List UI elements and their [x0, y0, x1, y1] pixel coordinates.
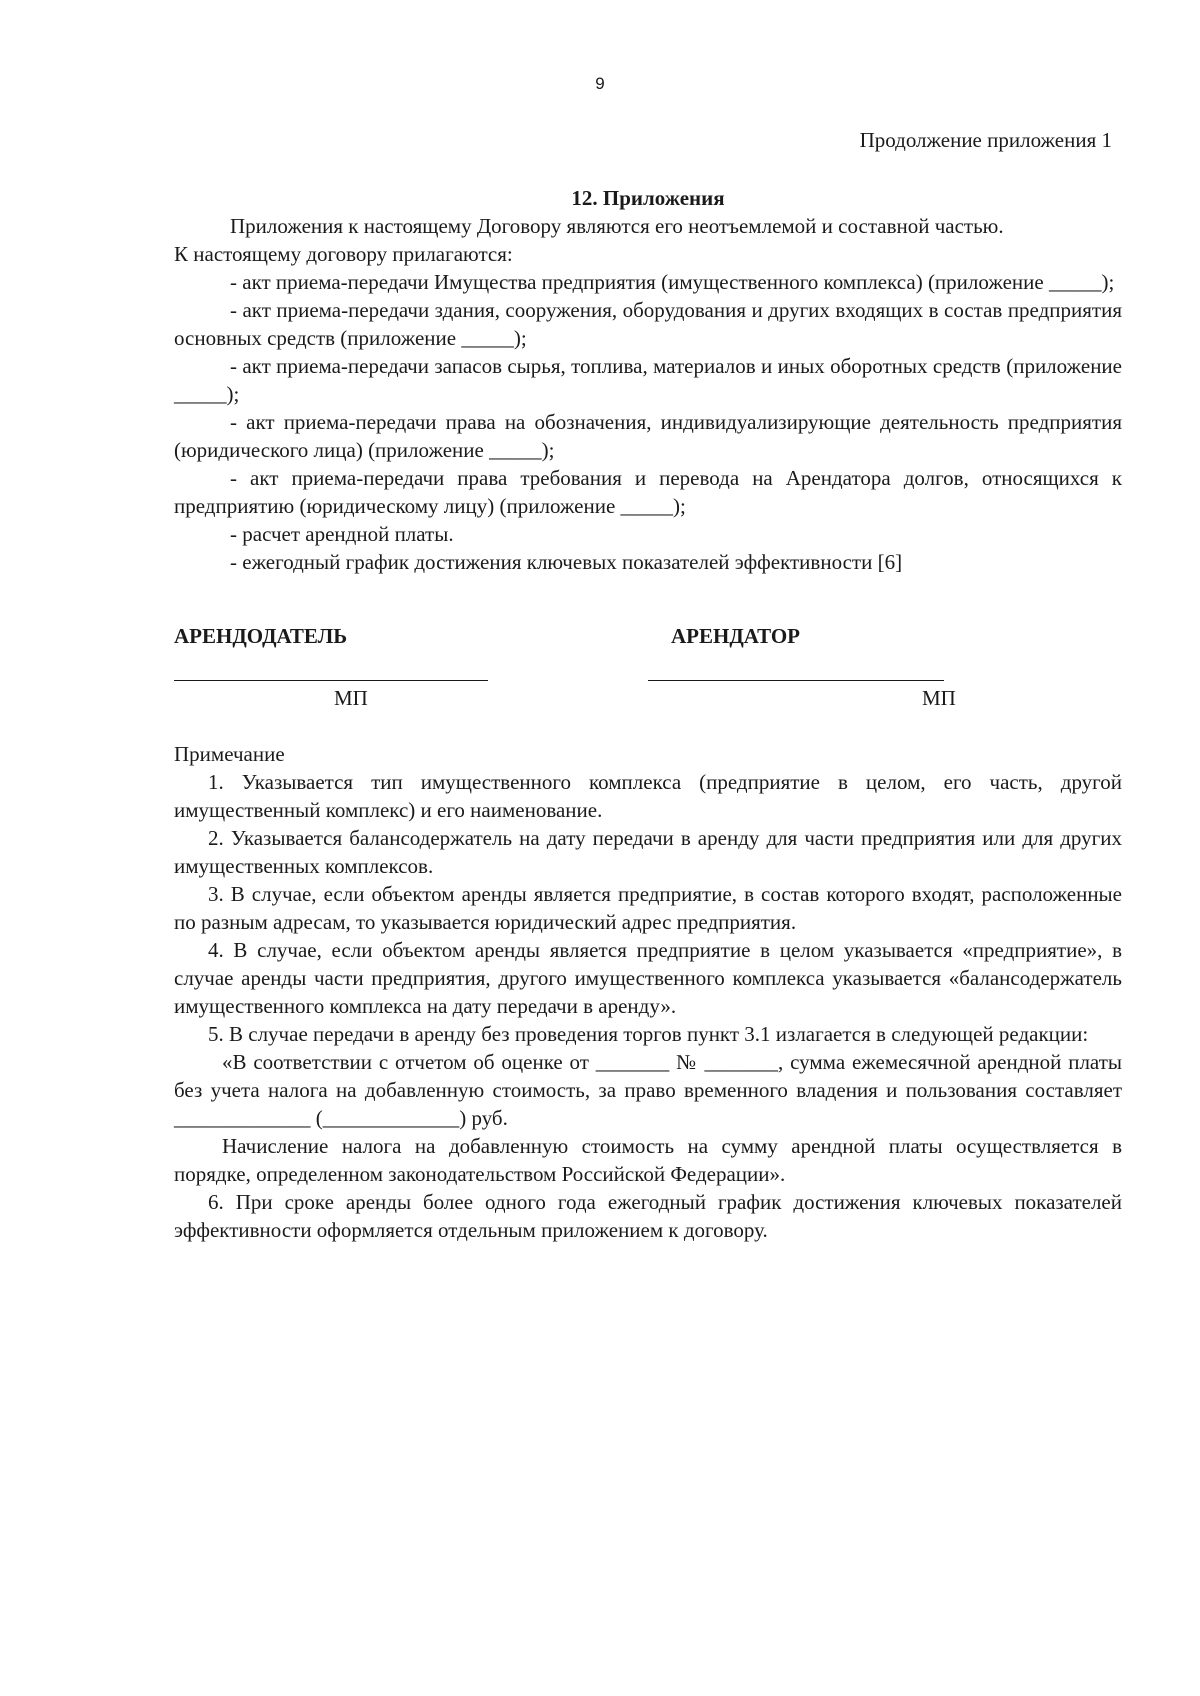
appendices-section: [174, 184, 1122, 576]
lessee-signature-line: [648, 680, 944, 681]
note-item: 6. При сроке аренды более одного года ежегодный график достижения ключевых показателей эффективности оформляется отдельным приложением к договору.: [174, 1190, 1122, 1242]
notes-section: [174, 740, 1122, 1244]
note-item: 3. В случае, если объектом аренды является предприятие, в состав которого входят, расположенные по разным адресам, то указывается юридический адрес предприятия.: [174, 882, 1122, 934]
appendix-item: - акт приема-передачи права на обозначения, индивидуализирующие деятельность предприятия (юридического лица) (приложение _____);: [174, 410, 1122, 462]
signature-block: [174, 624, 1122, 714]
section-title: 12. Приложения: [571, 186, 725, 210]
appendix-item: - акт приема-передачи здания, сооружения, оборудования и других входящих в состав предприятия основных средств (приложение _____);: [174, 298, 1122, 350]
notes-heading: Примечание: [174, 742, 285, 766]
appendix-item: - акт приема-передачи запасов сырья, топлива, материалов и иных оборотных средств (приложение _____);: [174, 354, 1122, 406]
page-number: 9: [595, 74, 605, 93]
lessor-signature-line: [174, 680, 488, 681]
section-intro: Приложения к настоящему Договору являются его неотъемлемой и составной частью.: [230, 214, 1004, 238]
section-intro-2: К настоящему договору прилагаются:: [174, 242, 513, 266]
note-item: 2. Указывается балансодержатель на дату передачи в аренду для части предприятия или для других имущественных комплексов.: [174, 826, 1122, 878]
note-item: 5. В случае передачи в аренду без проведения торгов пункт 3.1 излагается в следующей редакции:: [208, 1022, 1089, 1046]
note-item: 1. Указывается тип имущественного комплекса (предприятие в целом, его часть, другой имущественный комплекс) и его наименование.: [174, 770, 1122, 822]
appendix-item: - ежегодный график достижения ключевых показателей эффективности [6]: [230, 550, 903, 574]
lessor-title: АРЕНДОДАТЕЛЬ: [174, 624, 348, 648]
appendix-item: - расчет арендной платы.: [230, 522, 454, 546]
lessee-title: АРЕНДАТОР: [671, 624, 800, 648]
continuation-label: Продолжение приложения 1: [859, 128, 1112, 152]
note-item: 4. В случае, если объектом аренды является предприятие в целом указывается «предприятие», в случае аренды части предприятия, другого имущественного комплекса указывается «балансодержатель имущественного комплекса на дату передачи в аренду».: [174, 938, 1122, 1018]
lessee-seal-label: МП: [922, 686, 956, 710]
lessor-seal-label: МП: [334, 686, 368, 710]
appendix-item: - акт приема-передачи права требования и перевода на Арендатора долгов, относящихся к предприятию (юридическому лицу) (приложение _____);: [174, 466, 1122, 518]
note-quote-continued: Начисление налога на добавленную стоимость на сумму арендной платы осуществляется в порядке, определенном законодательством Российской Федерации».: [174, 1134, 1122, 1186]
appendix-item: - акт приема-передачи Имущества предприятия (имущественного комплекса) (приложение _____);: [230, 270, 1115, 294]
note-quote: «В соответствии с отчетом об оценке от _______ № _______, сумма ежемесячной арендной платы без учета налога на добавленную стоимость, за право временного владения и пользования составляет _____________ (_____________) руб.: [174, 1050, 1122, 1130]
